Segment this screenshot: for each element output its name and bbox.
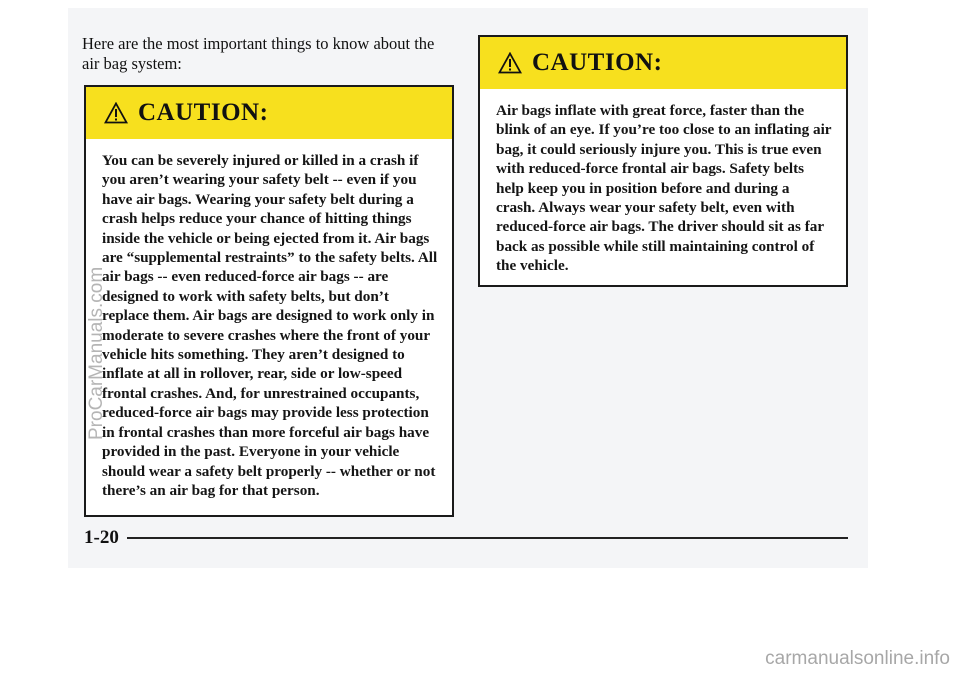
bottom-watermark: carmanualsonline.info [765,648,950,669]
side-watermark: ProCarManuals.com [86,266,107,440]
caution-text: You can be severely injured or killed in a crash if you aren’t wearing your safety belt -- even if you have air bags. Wearing your safety belt during a crash helps reduce your chance of hitting things inside the vehicle or being ejected from it. Air bags are “supplemental restraints” to the safety belts. All air bags -- even reduced-force air bags -- are designed to work with safety belts, but don’t replace them. Air bags are designed to work only in moderate to severe crashes where the front of your vehicle hits something. They aren’t designed to inflate at all in rollover, rear, side or low-speed frontal crashes. And, for unrestrained occupants, reduced-force air bags may provide less protection in frontal crashes than more forceful air bags have provided in the past. Everyone in your vehicle should wear a safety belt properly -- whether or not there’s an air bag for that person. [102,152,438,499]
intro-text: Here are the most important things to know about the air bag system: [82,34,435,73]
caution-header [480,37,846,89]
caution-header [86,87,452,139]
warning-triangle-icon [104,102,128,124]
warning-triangle-icon [498,52,522,74]
footer-rule [127,537,848,539]
page-footer [84,524,848,552]
caution-text: Air bags inflate with great force, faster than the blink of an eye. If you’re too close to an inflating air bag, it could seriously injure you. This is true even with reduced-force frontal air bags. Safety belts help keep you in position before and during a crash. Always wear your safety belt, even with reduced-force air bags. The driver should sit as far back as possible while still maintaining control of the vehicle. [496,102,832,275]
caution-title: CAUTION: [138,99,269,126]
caution-box-inflation-force [478,35,848,287]
page-number: 1-20 [84,527,119,548]
caution-title: CAUTION: [532,49,663,76]
caution-box-safety-belt [84,85,454,517]
